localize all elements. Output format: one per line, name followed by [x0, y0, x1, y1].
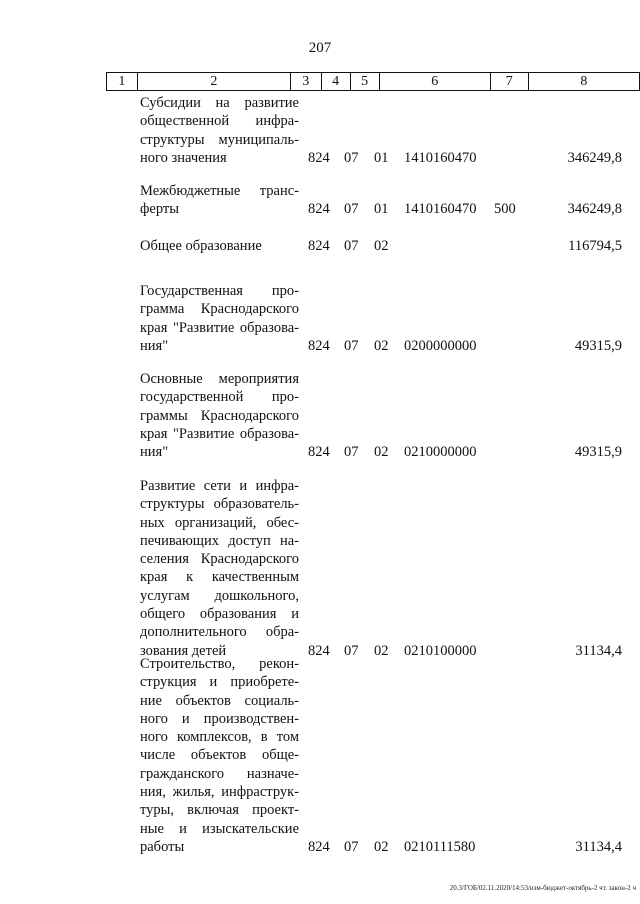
header-col-5: 5: [350, 73, 379, 91]
cell-amount: 116794,5: [568, 238, 622, 254]
column-header-row: [106, 72, 640, 91]
cell-amount: 31134,4: [575, 643, 622, 659]
description-line: работы: [140, 838, 185, 855]
cell-section: 07: [344, 839, 359, 855]
cell-amount: 346249,8: [567, 201, 622, 217]
cell-section: 07: [344, 150, 359, 166]
cell-ministry-code: 824: [308, 643, 330, 659]
header-col-6: 6: [379, 73, 490, 91]
cell-section: 07: [344, 338, 359, 354]
description-line: селения Краснодарского: [140, 551, 299, 568]
row-description: [140, 282, 299, 355]
description-line: Межбюджетные транс-: [140, 183, 299, 199]
description-line: Строительство, рекон-: [140, 656, 299, 672]
row-description: [140, 655, 299, 856]
description-line: зования детей: [140, 642, 227, 659]
cell-target-article: 0200000000: [404, 338, 477, 354]
row-description: [140, 94, 299, 167]
cell-ministry-code: 824: [308, 338, 330, 354]
cell-target-article: 1410160470: [404, 201, 477, 217]
row-description: [140, 237, 299, 255]
header-col-1: 1: [107, 73, 138, 91]
description-line: ного и производствен-: [140, 710, 299, 727]
description-line: ния": [140, 337, 169, 354]
description-line: ные и изыскательские: [140, 820, 299, 837]
description-line: туры, включая проект-: [140, 802, 299, 819]
description-line: общего образования и: [140, 606, 299, 623]
cell-subsection: 01: [374, 201, 389, 217]
cell-target-article: 0210100000: [404, 643, 477, 659]
cell-amount: 31134,4: [575, 839, 622, 855]
cell-subsection: 02: [374, 338, 389, 354]
cell-amount: 49315,9: [574, 338, 622, 354]
row-description: [140, 182, 299, 219]
description-line: Общее образование: [140, 238, 262, 254]
cell-subsection: 02: [374, 444, 389, 460]
description-line: ных организаций, обес-: [140, 514, 299, 531]
description-line: ние объектов социаль-: [140, 692, 299, 709]
cell-ministry-code: 824: [308, 201, 330, 217]
header-col-8: 8: [528, 73, 639, 91]
description-line: гражданского назначе-: [140, 765, 299, 782]
description-line: Развитие сети и инфра-: [140, 478, 299, 494]
cell-ministry-code: 824: [308, 839, 330, 855]
header-col-3: 3: [290, 73, 321, 91]
description-line: края к качественным: [140, 569, 299, 586]
description-line: Субсидии на развитие: [140, 95, 299, 111]
cell-ministry-code: 824: [308, 150, 330, 166]
cell-ministry-code: 824: [308, 444, 330, 460]
cell-target-article: 1410160470: [404, 150, 477, 166]
cell-amount: 346249,8: [567, 150, 622, 166]
description-line: струкция и приобрете-: [140, 674, 299, 691]
description-line: Основные мероприятия: [140, 371, 299, 387]
cell-amount: 49315,9: [574, 444, 622, 460]
cell-subsection: 02: [374, 839, 389, 855]
description-line: печивающих доступ на-: [140, 532, 299, 549]
description-line: края "Развитие образова-: [140, 319, 299, 336]
description-line: граммы Краснодарского: [140, 407, 299, 424]
description-line: услугам дошкольного,: [140, 587, 299, 604]
description-line: общественной инфра-: [140, 113, 299, 130]
cell-section: 07: [344, 201, 359, 217]
cell-section: 07: [344, 444, 359, 460]
description-line: Государственная про-: [140, 283, 299, 299]
description-line: числе объектов обще-: [140, 747, 299, 764]
description-line: дополнительного обра-: [140, 624, 299, 641]
cell-section: 07: [344, 643, 359, 659]
description-line: ферты: [140, 201, 179, 218]
description-line: ного комплексов, в том: [140, 729, 299, 746]
description-line: государственной про-: [140, 389, 299, 406]
document-footer: 20.3/ГОБ/02.11.2020/14:53/изм-бюджет-октябрь-2 чт. закон-2 ч: [449, 884, 636, 892]
page-number: 207: [308, 40, 332, 56]
header-col-2: 2: [137, 73, 290, 91]
description-line: грамма Краснодарского: [140, 301, 299, 318]
header-col-4: 4: [321, 73, 350, 91]
cell-ministry-code: 824: [308, 238, 330, 254]
cell-subsection: 01: [374, 150, 389, 166]
description-line: структуры образователь-: [140, 496, 299, 513]
row-description: [140, 477, 299, 660]
cell-subsection: 02: [374, 238, 389, 254]
description-line: ния, жилья, инфраструк-: [140, 784, 299, 801]
cell-section: 07: [344, 238, 359, 254]
row-description: [140, 370, 299, 461]
description-line: ного значения: [140, 149, 227, 166]
cell-target-article: 0210000000: [404, 444, 477, 460]
header-col-7: 7: [490, 73, 528, 91]
cell-target-article: 0210111580: [404, 839, 476, 855]
cell-expense-type: 500: [494, 201, 516, 217]
description-line: ния": [140, 444, 169, 461]
description-line: края "Развитие образова-: [140, 425, 299, 442]
cell-subsection: 02: [374, 643, 389, 659]
description-line: структуры муниципаль-: [140, 131, 299, 148]
